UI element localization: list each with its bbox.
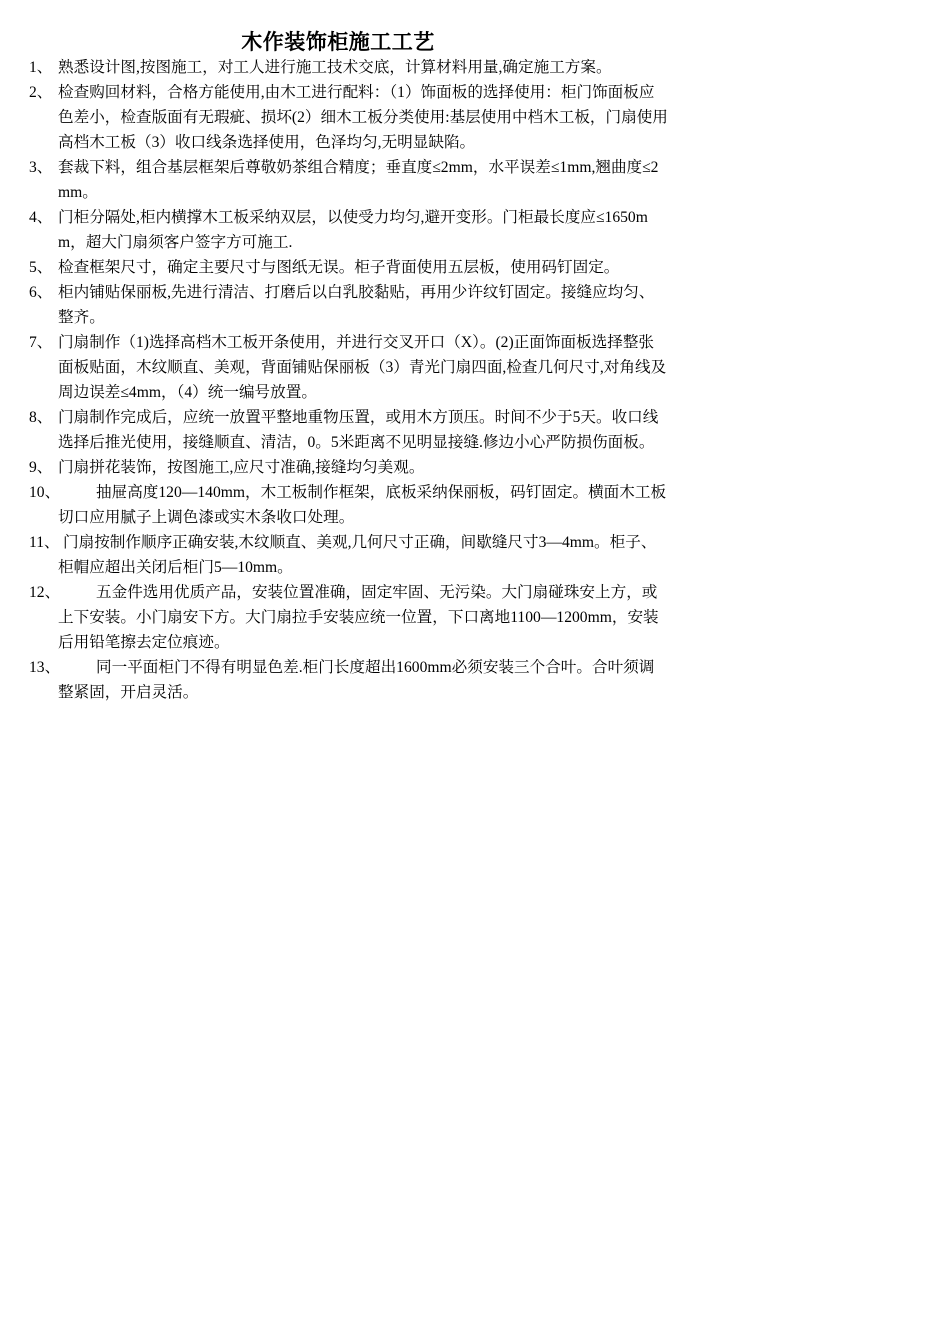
item-number: 3、 [29,159,53,176]
item-number: 11、 [29,534,60,551]
item-text: 门扇制作完成后，应统一放置平整地重物压置，或用木方顶压。时间不少于5天。收口线选择后推光使用，接缝顺直、清洁，0。5米距离不见明显接缝.修边小心严防损伤面板。 [58,409,659,451]
item-text: 门柜分隔处,柜内横撑木工板采纳双层，以使受力均匀,避开变形。门柜最长度应≤1650mm，超大门扇须客户签字方可施工. [58,209,648,251]
item-text: 柜内铺贴保丽板,先进行清洁、打磨后以白乳胶黏贴，再用少许纹钉固定。接缝应均匀、整齐。 [58,284,655,326]
list-item [29,455,669,480]
document-title: 木作装饰柜施工工艺 [241,30,435,54]
item-number: 6、 [29,284,53,301]
item-number: 1、 [29,59,53,76]
list-item [29,405,669,455]
item-number: 9、 [29,459,53,476]
item-number: 13、 [29,659,61,676]
list-item [29,155,669,205]
item-number: 5、 [29,259,53,276]
item-text: 抽屉高度120—140mm，木工板制作框架，底板采纳保丽板，码钉固定。横面木工板切口应用腻子上调色漆或实木条收口处理。 [58,484,667,526]
list-item [29,530,669,580]
item-text: 五金件选用优质产品，安装位置准确，固定牢固、无污染。大门扇碰珠安上方，或上下安装。小门扇安下方。大门扇拉手安装应统一位置，下口离地1100—1200mm，安装后用铅笔擦去定位痕迹。 [58,584,659,651]
item-text: 检查购回材料，合格方能使用,由木工进行配料：（1）饰面板的选择使用：柜门饰面板应色差小，检查版面有无瑕疵、损坏(2）细木工板分类使用:基层使用中档木工板，门扇使用高档木工板（3）收口线条选择使用，色泽均匀,无明显缺陷。 [58,84,668,151]
item-text: 门扇拼花装饰，按图施工,应尺寸准确,接缝均匀美观。 [58,459,425,476]
list-item [29,330,669,405]
item-text: 同一平面柜门不得有明显色差.柜门长度超出1600mm必须安装三个合叶。合叶须调整紧固，开启灵活。 [58,659,655,701]
list-item [29,580,669,655]
item-number: 4、 [29,209,53,226]
item-text: 门扇按制作顺序正确安装,木纹顺直、美观,几何尺寸正确，间歇缝尺寸3—4mm。柜子、柜帽应超出关闭后柜门5—10mm。 [58,534,657,576]
list-item [29,205,669,255]
item-text: 检查框架尺寸，确定主要尺寸与图纸无误。柜子背面使用五层板，使用码钉固定。 [58,259,620,276]
item-text: 熟悉设计图,按图施工，对工人进行施工技术交底，计算材料用量,确定施工方案。 [58,59,612,76]
item-number: 10、 [29,484,61,501]
list-item [29,55,669,80]
list-item [29,280,669,330]
list-item [29,480,669,530]
item-number: 2、 [29,84,53,101]
item-number: 12、 [29,584,61,601]
list-item [29,80,669,155]
list-item [29,255,669,280]
item-text: 门扇制作（1)选择高档木工板开条使用，并进行交叉开口（X）。(2)正面饰面板选择整张面板贴面，木纹顺直、美观，背面铺贴保丽板（3）青光门扇四面,检查几何尺寸,对角线及周边误差≤4mm，（4）统一编号放置。 [58,334,667,401]
process-steps-list [29,55,669,705]
item-text: 套裁下料，组合基层框架后尊敬奶茶组合精度；垂直度≤2mm，水平误差≤1mm,翘曲度≤2mm。 [58,159,659,201]
item-number: 8、 [29,409,53,426]
list-item [29,655,669,705]
item-number: 7、 [29,334,53,351]
